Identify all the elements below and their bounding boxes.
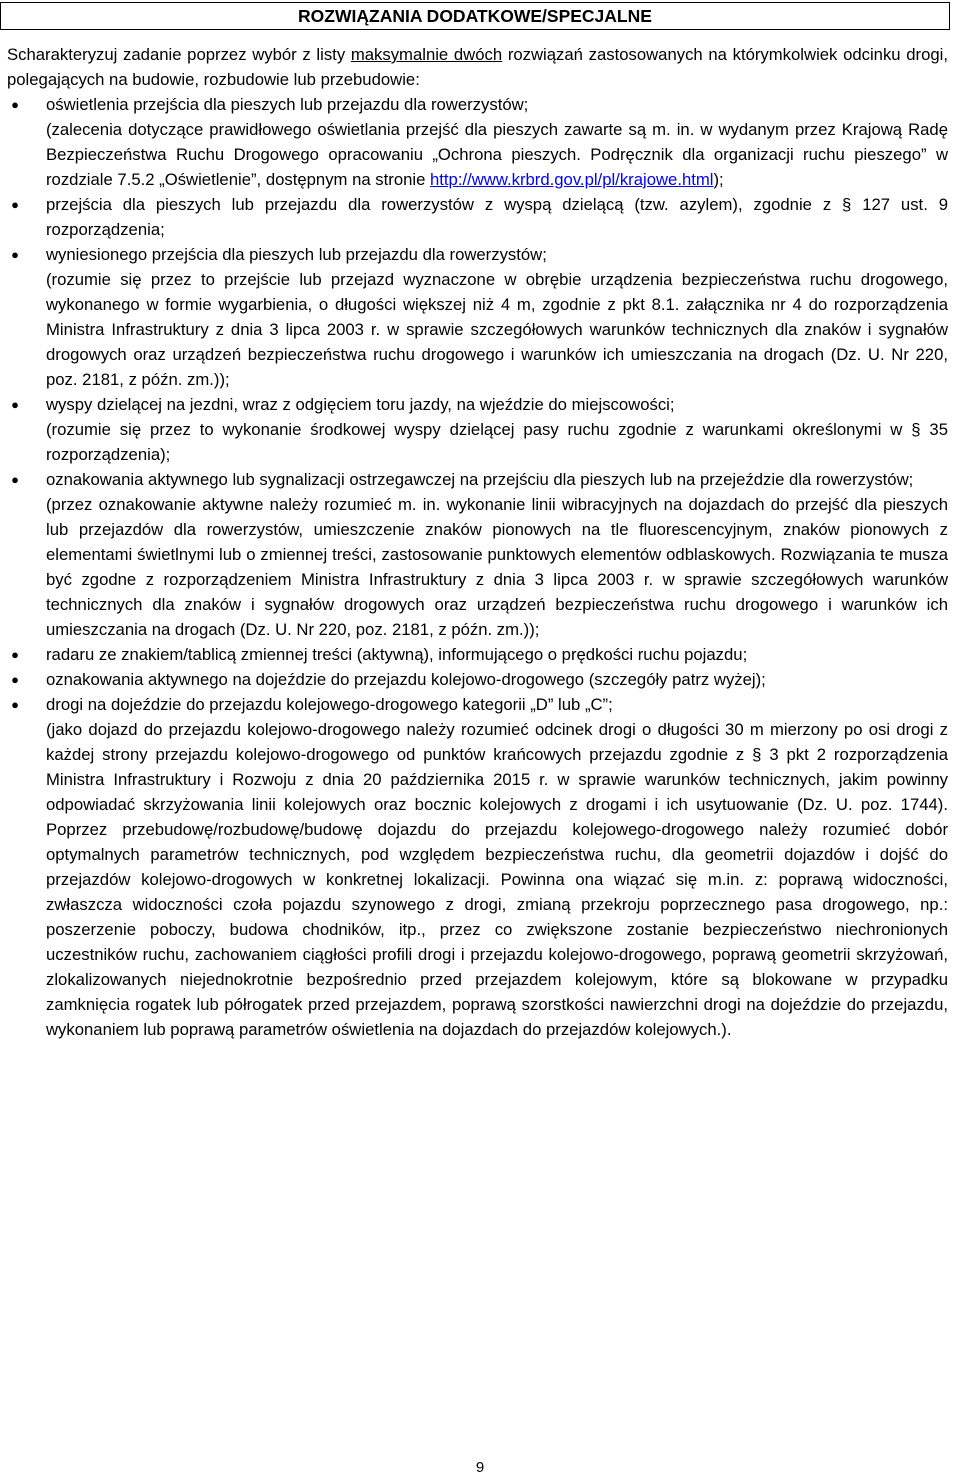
bullet-icon: ● xyxy=(11,247,19,262)
list-item-refuge-island xyxy=(7,192,948,242)
intro-underlined-text: maksymalnie dwóch xyxy=(350,45,503,64)
item-text: wyspy dzielącej na jezdni, wraz z odgięciem toru jazdy, na wjeździe do miejscowości; xyxy=(46,395,675,414)
bullet-icon: ● xyxy=(11,97,19,112)
section-heading: ROZWIĄZANIA DODATKOWE/SPECJALNE xyxy=(0,2,950,30)
item-note-text: (zalecenia dotyczące prawidłowego oświetlania przejść dla pieszych zawarte są m. in. w wydanym przez Krajową Radę Bezpieczeństwa Ruchu Drogowego opracowaniu „Ochrona pieszych. Podręcznik dla organizacji ruchu pieszego” w rozdziale 7.5.2 „Oświetlenie”, dostępnym na stronie xyxy=(46,120,948,189)
item-note: (rozumie się przez to wykonanie środkowej wyspy dzielącej pasy ruchu zgodnie z warunkami określonymi w § 35 rozporządzenia); xyxy=(46,420,948,464)
bullet-icon: ● xyxy=(11,647,19,662)
section-content xyxy=(7,42,948,1042)
item-text: oznakowania aktywnego lub sygnalizacji ostrzegawczej na przejściu dla pieszych lub na przejeździe dla rowerzystów; xyxy=(46,470,914,489)
list-item-railway-active-marking xyxy=(7,667,948,692)
bullet-icon: ● xyxy=(11,197,19,212)
item-note: (rozumie się przez to przejście lub przejazd wyznaczone w obrębie urządzenia bezpieczeństwa ruchu drogowego, wykonanego w formie wygarbienia, o długości większej niż 4 m, zgodnie z pkt 8.1. załącznika nr 4 do rozporządzenia Ministra Infrastruktury z dnia 3 lipca 2003 r. w sprawie szczegółowych warunków technicznych dla znaków i sygnałów drogowych oraz urządzeń bezpieczeństwa ruchu drogowego i warunków ich umieszczania na drogach (Dz. U. Nr 220, poz. 2181, z późn. zm.)); xyxy=(46,270,948,389)
solutions-list xyxy=(7,92,948,1042)
item-text: oświetlenia przejścia dla pieszych lub przejazdu dla rowerzystów; xyxy=(46,95,529,114)
list-item-speed-radar xyxy=(7,642,948,667)
item-note-end: ); xyxy=(713,170,724,189)
list-item-raised-crossing xyxy=(7,242,948,392)
bullet-icon: ● xyxy=(11,397,19,412)
item-note xyxy=(46,117,948,192)
item-note: (przez oznakowanie aktywne należy rozumieć m. in. wykonanie linii wibracyjnych na dojazdach do przejść dla pieszych lub przejazdów dla rowerzystów, umieszczenie znaków pionowych na tle fluorescencyjnym, znaków pionowych z elementami świetlnymi lub o zmiennej treści, zastosowanie punktowych elementów odblaskowych. Rozwiązania te musza być zgodne z rozporządzeniem Ministra Infrastruktury z dnia 3 lipca 2003 r. w sprawie szczegółowych warunków technicznych dla znaków i sygnałów drogowych oraz urządzeń bezpieczeństwa ruchu drogowego i warunków ich umieszczania na drogach (Dz. U. Nr 220, poz. 2181, z późn. zm.)); xyxy=(46,495,948,639)
intro-text-start: Scharakteryzuj zadanie poprzez wybór z listy xyxy=(7,45,351,64)
item-text: przejścia dla pieszych lub przejazdu dla rowerzystów z wyspą dzielącą (tzw. azylem), zgodnie z § 127 ust. 9 rozporządzenia; xyxy=(46,195,948,239)
intro-text-end: rozwiązań zastosowanych na którymkolwiek odcinku drogi, polegających na budowie, rozbudowie lub przebudowie: xyxy=(7,45,949,89)
list-item-railway-approach xyxy=(7,692,948,1042)
bullet-icon: ● xyxy=(11,672,19,687)
intro-paragraph xyxy=(7,42,948,92)
item-text: oznakowania aktywnego na dojeździe do przejazdu kolejowo-drogowego (szczegóły patrz wyżej); xyxy=(46,670,766,689)
bullet-icon: ● xyxy=(11,697,19,712)
item-note: (jako dojazd do przejazdu kolejowo-drogowego należy rozumieć odcinek drogi o długości 30 m mierzony po osi drogi z każdej strony przejazdu kolejowo-drogowego od punktów krańcowych przejazdu zgodnie z § 3 pkt 2 rozporządzenia Ministra Infrastruktury i Rozwoju z dnia 20 października 2015 r. w sprawie warunków technicznych, jakim powinny odpowiadać skrzyżowania linii kolejowych oraz bocznic kolejowych z drogami i ich usytuowanie (Dz. U. poz. 1744). Poprzez przebudowę/rozbudowę/budowę dojazdu do przejazdu kolejowego-drogowego należy rozumieć dobór optymalnych parametrów technicznych, pod względem bezpieczeństwa ruchu, dla geometrii dojazdów i dojść do przejazdów kolejowo-drogowych w konkretnej lokalizacji. Powinna ona wiązać się m.in. z: poprawą widoczności, zwłaszcza widoczności czoła pojazdu szynowego z drogi, zmianą przekroju poprzecznego pasa drogowego, np.: poszerzenie poboczy, budowa chodników, itp., przez co zwiększone zostanie bezpieczeństwo niechronionych uczestników ruchu, zachowaniem ciągłości profili drogi i przejazdu kolejowo-drogowego, poprawą geometrii skrzyżowań, zlokalizowanych niejednokrotnie bezpośrednio przed przejazdem kolejowym, które są blokowane w przypadku zamknięcia rogatek lub półrogatek przed przejazdem, poprawą szorstkości nawierzchni drogi na dojeździe do przejazdu, wykonaniem lub poprawą parametrów oświetlenia na dojazdach do przejazdów kolejowych.). xyxy=(46,720,948,1039)
list-item-lighting xyxy=(7,92,948,192)
krbrd-link[interactable]: http://www.krbrd.gov.pl/pl/krajowe.html xyxy=(430,170,714,189)
item-text: drogi na dojeździe do przejazdu kolejowego-drogowego kategorii „D” lub „C”; xyxy=(46,695,613,714)
list-item-dividing-island xyxy=(7,392,948,467)
page-number: 9 xyxy=(475,1459,485,1476)
item-text: radaru ze znakiem/tablicą zmiennej treści (aktywną), informującego o prędkości ruchu pojazdu; xyxy=(46,645,748,664)
list-item-active-marking xyxy=(7,467,948,642)
item-text: wyniesionego przejścia dla pieszych lub przejazdu dla rowerzystów; xyxy=(46,245,547,264)
bullet-icon: ● xyxy=(11,472,19,487)
